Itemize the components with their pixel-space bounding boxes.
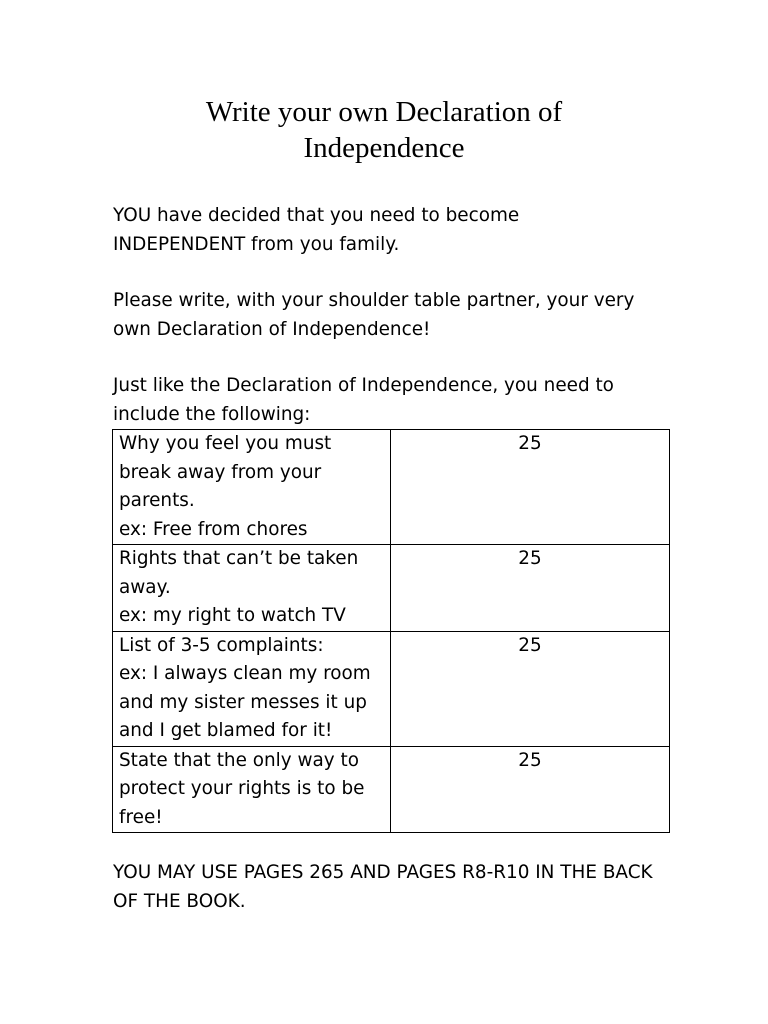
table-row (113, 430, 670, 545)
rubric-points: 25 (391, 545, 670, 632)
rubric-description: Why you feel you must break away from your parents. ex: Free from chores (113, 430, 391, 545)
rubric-points: 25 (391, 631, 670, 746)
requirements-lead-paragraph: Just like the Declaration of Independence, you need to include the following: (113, 375, 614, 425)
rubric-points: 25 (391, 746, 670, 833)
rubric-table (112, 429, 670, 833)
table-row (113, 631, 670, 746)
table-row (113, 545, 670, 632)
page-title: Write your own Declaration of Independence (205, 96, 563, 164)
footer-paragraph: YOU MAY USE PAGES 265 AND PAGES R8-R10 IN THE BACK OF THE BOOK. (113, 862, 653, 912)
rubric-description: List of 3-5 complaints: ex: I always clean my room and my sister messes it up and I get blamed for it! (113, 631, 391, 746)
rubric-description: State that the only way to protect your rights is to be free! (113, 746, 391, 833)
table-row (113, 746, 670, 833)
rubric-points: 25 (391, 430, 670, 545)
intro-paragraph: YOU have decided that you need to become INDEPENDENT from you family. (113, 205, 520, 255)
instructions-paragraph: Please write, with your shoulder table partner, your very own Declaration of Independence! (113, 290, 635, 340)
rubric-description: Rights that can’t be taken away. ex: my right to watch TV (113, 545, 391, 632)
